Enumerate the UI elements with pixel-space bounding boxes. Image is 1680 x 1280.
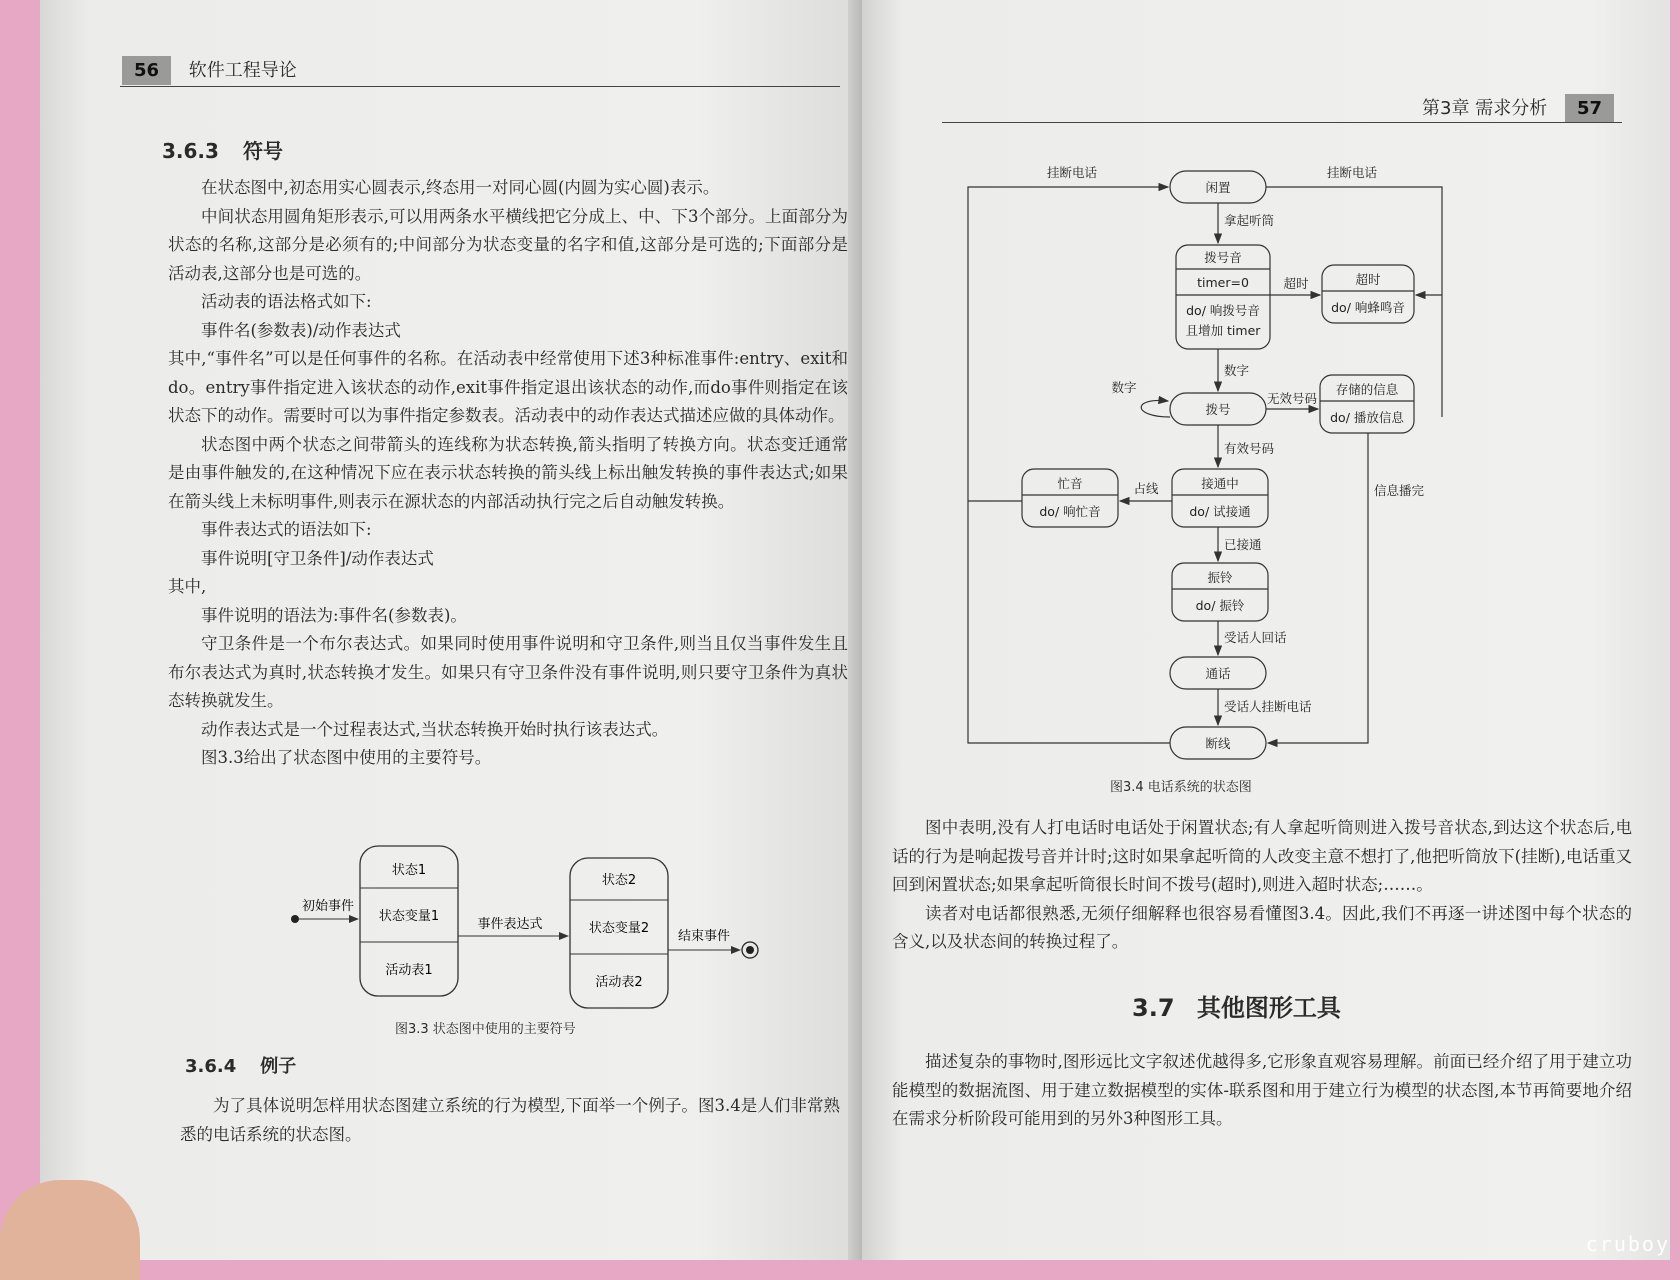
initial-state-dot (291, 915, 299, 923)
paragraph: 事件名(参数表)/动作表达式 (201, 320, 401, 340)
watermark: cruboy (1585, 1232, 1670, 1256)
busy-line-label: 占线 (1133, 481, 1159, 496)
timeout-activity: do/ 响蜂鸣音 (1331, 300, 1405, 315)
dial-tone-var: timer=0 (1197, 275, 1249, 290)
state1-name: 状态1 (391, 863, 427, 878)
answered-label: 受话人回话 (1224, 630, 1287, 645)
end-event-label: 结束事件 (677, 929, 731, 944)
hangup-left-transition (968, 187, 1170, 743)
paragraph: 中间状态用圆角矩形表示,可以用两条水平横线把它分成上、中、下3个部分。上面部分为状态的名称,这部分是必须有的;中间部分为状态变量的名字和值,这部分是可选的;下面部分是活动表,这部分也是可选的。 (168, 206, 848, 283)
info-done-label: 信息播完 (1374, 483, 1425, 498)
connecting-activity: do/ 试接通 (1189, 504, 1251, 519)
paragraph: 在状态图中,初态用实心圆表示,终态用一对同心圆(内圆为实心圆)表示。 (201, 178, 720, 197)
paragraph: 状态图中两个状态之间带箭头的连线称为状态转换,箭头指明了转换方向。状态变迁通常是由事件触发的,在这种情况下应在表示状态转换的箭头线上标出触发转换的事件表达式;如果在箭头线上未标明事件,则表示在源状态的内部活动执行完之后自动触发转换。 (168, 434, 848, 511)
left-header-rule (120, 86, 840, 87)
section-363-heading (162, 135, 283, 164)
section-37-title: 其他图形工具 (1196, 994, 1341, 1022)
dial-tone-act2: 且增加 timer (1185, 323, 1261, 338)
section-37-number: 3.7 (1132, 994, 1175, 1022)
section-364-body (180, 1092, 840, 1149)
paragraph: 其中, (168, 577, 207, 596)
hangup-left-label: 挂断电话 (1046, 165, 1098, 180)
figure-3-3-caption: 图3.3 状态图中使用的主要符号 (395, 1022, 576, 1037)
digit-loop-label: 数字 (1111, 380, 1137, 395)
right-header-chapter: 第3章 需求分析 (1422, 98, 1548, 119)
busy-activity: do/ 响忙音 (1039, 504, 1101, 519)
figure-3-3 (210, 838, 810, 1028)
valid-number-label: 有效号码 (1224, 441, 1275, 456)
initial-event-label: 初始事件 (301, 899, 355, 914)
section-363-title: 符号 (242, 139, 283, 163)
paragraph: 描述复杂的事物时,图形远比文字叙述优越得多,它形象直观容易理解。前面已经介绍了用于建立功能模型的数据流图、用于建立数据模型的实体-联系图和用于建立行为模型的状态图,本节再简要地介绍在需求分析阶段可能用到的另外3种图形工具。 (892, 1052, 1632, 1128)
digit-loop-transition (1141, 400, 1170, 417)
callee-hangup-label: 受话人挂断电话 (1224, 699, 1312, 714)
section-37-heading (1132, 988, 1341, 1023)
thumb (0, 1180, 140, 1280)
section-364-heading (185, 1052, 296, 1078)
dial-tone-act1: do/ 响拨号音 (1186, 303, 1260, 318)
final-state-inner (746, 946, 754, 954)
connected-label: 已接通 (1224, 537, 1262, 552)
paragraph: 事件说明[守卫条件]/动作表达式 (201, 548, 434, 568)
ringing-activity: do/ 振铃 (1195, 598, 1245, 613)
dial-tone-name: 拨号音 (1204, 250, 1242, 265)
left-page (40, 0, 860, 1260)
idle-label: 闲置 (1205, 180, 1231, 195)
hangup-right-label: 挂断电话 (1326, 165, 1378, 180)
dialing-label: 拨号 (1205, 402, 1231, 417)
paragraph: 活动表的语法格式如下: (201, 292, 372, 311)
stored-message-activity: do/ 播放信息 (1330, 410, 1404, 425)
disconnect-label: 断线 (1205, 736, 1231, 751)
right-header-rule (942, 122, 1622, 123)
talking-label: 通话 (1205, 666, 1231, 681)
paragraph: 图中表明,没有人打电话时电话处于闲置状态;有人拿起听筒则进入拨号音状态,到达这个状态后,电话的行为是响起拨号音并计时;这时如果拿起听筒的人改变主意不想打了,他把听筒放下(挂断),电话重又回到闲置状态;如果拿起听筒很长时间不拨号(超时),则进入超时状态;……。 (892, 818, 1632, 894)
timeout-name: 超时 (1355, 272, 1381, 287)
info-done-transition (1268, 433, 1368, 743)
right-header (1422, 94, 1614, 120)
paragraph: 事件表达式的语法如下: (201, 520, 372, 539)
section-363-number: 3.6.3 (162, 139, 219, 163)
section-37-body (892, 1048, 1632, 1134)
left-header-title: 软件工程导论 (188, 60, 297, 81)
right-page-number: 57 (1565, 94, 1614, 123)
right-body (892, 814, 1632, 957)
section-364-number: 3.6.4 (185, 1056, 237, 1077)
event-expression-label: 事件表达式 (477, 917, 543, 932)
section-363-body (168, 174, 848, 773)
paragraph: 守卫条件是一个布尔表达式。如果同时使用事件说明和守卫条件,则当且仅当事件发生且布尔表达式为真时,状态转换才发生。如果只有守卫条件没有事件说明,则只要守卫条件为真状态转换就发生。 (168, 634, 848, 710)
paragraph: 为了具体说明怎样用状态图建立系统的行为模型,下面举一个例子。图3.4是人们非常熟悉的电话系统的状态图。 (180, 1096, 840, 1144)
connecting-name: 接通中 (1201, 476, 1239, 491)
busy-name: 忙音 (1057, 476, 1083, 491)
left-header (122, 56, 297, 82)
invalid-number-label: 无效号码 (1266, 391, 1318, 406)
section-364-title: 例子 (260, 1056, 297, 1077)
paragraph: 动作表达式是一个过程表达式,当状态转换开始时执行该表达式。 (201, 719, 669, 739)
state1-var: 状态变量1 (378, 909, 440, 924)
paragraph: 事件说明的语法为:事件名(参数表)。 (201, 605, 467, 625)
figure-3-4-caption: 图3.4 电话系统的状态图 (1110, 780, 1252, 795)
paragraph: 图3.3给出了状态图中使用的主要符号。 (201, 748, 492, 767)
paragraph: 其中,“事件名”可以是任何事件的名称。在活动表中经常使用下述3种标准事件:entry、exit和do。entry事件指定进入该状态的动作,exit事件指定退出该状态的动作,而do事件则指定在该状态下的动作。需要时可以为事件指定参数表。活动表中的动作表达式描述应做的具体动作。 (168, 349, 848, 425)
state1-activity: 活动表1 (385, 963, 433, 978)
state2-name: 状态2 (601, 873, 637, 888)
pickup-label: 拿起听筒 (1224, 213, 1275, 228)
state2-activity: 活动表2 (595, 975, 643, 990)
left-page-number: 56 (122, 56, 171, 85)
ringing-name: 振铃 (1207, 570, 1233, 585)
digit-label: 数字 (1224, 363, 1250, 378)
state2-var: 状态变量2 (588, 921, 650, 936)
right-page (862, 0, 1670, 1260)
timeout-transition-label: 超时 (1283, 276, 1309, 291)
paragraph: 读者对电话都很熟悉,无须仔细解释也很容易看懂图3.4。因此,我们不再逐一讲述图中每个状态的含义,以及状态间的转换过程了。 (892, 903, 1632, 951)
stored-message-name: 存储的信息 (1335, 382, 1399, 397)
figure-3-4 (962, 165, 1482, 765)
